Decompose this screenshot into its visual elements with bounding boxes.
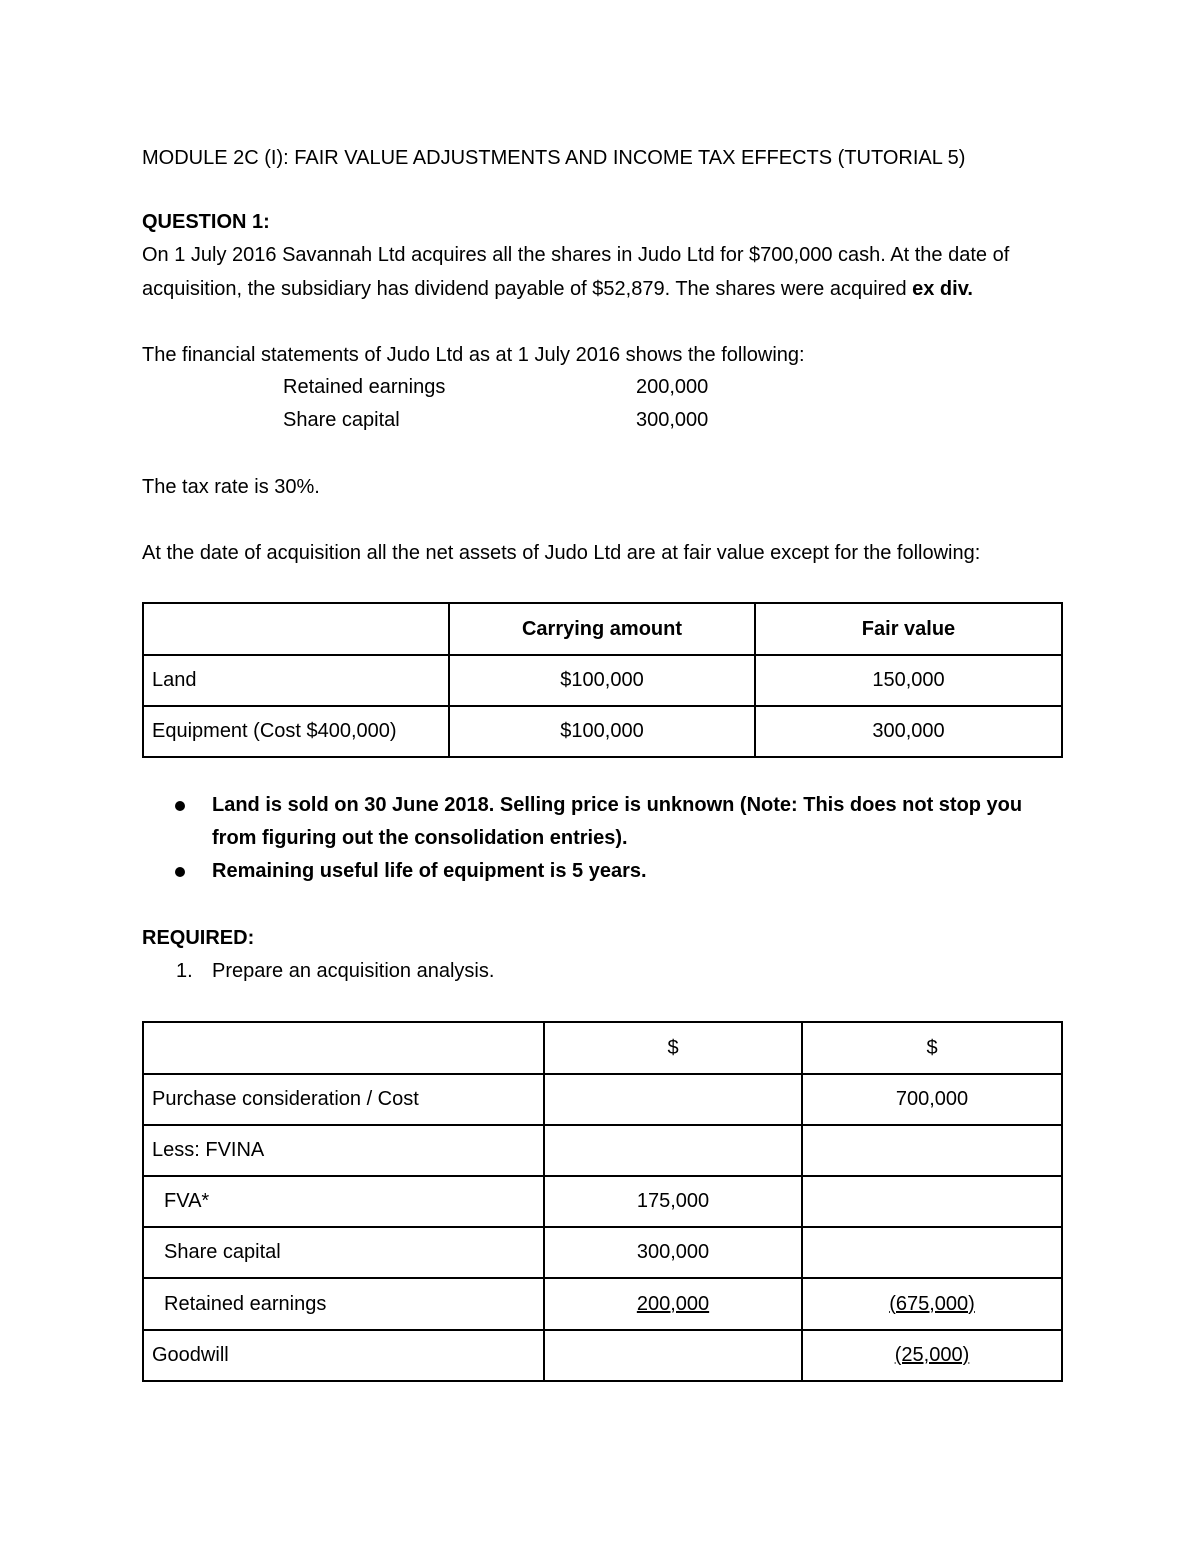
- question-heading: QUESTION 1:: [142, 211, 270, 233]
- table-row: [143, 706, 1062, 757]
- bullet-icon: [175, 867, 185, 877]
- table-header-cell: [143, 603, 449, 655]
- table-cell: FVA*: [143, 1176, 544, 1227]
- table-row: [143, 1330, 1062, 1381]
- required-heading: REQUIRED:: [142, 927, 255, 949]
- table-cell: 300,000: [544, 1227, 802, 1278]
- table-cell: [802, 1125, 1062, 1176]
- table-cell: [544, 1074, 802, 1125]
- table-header-cell: $: [802, 1022, 1062, 1074]
- table-cell: 700,000: [802, 1074, 1062, 1125]
- table-cell: 150,000: [755, 655, 1062, 706]
- table-cell: Goodwill: [143, 1330, 544, 1381]
- table-cell: [544, 1125, 802, 1176]
- table-cell: $100,000: [449, 655, 755, 706]
- table-row: [143, 1176, 1062, 1227]
- table-cell: Retained earnings: [143, 1278, 544, 1330]
- bullet-icon: [175, 801, 185, 811]
- ex-div-text: ex div.: [912, 278, 973, 300]
- table-header-row: [143, 603, 1062, 655]
- fs-row-value: 200,000: [636, 376, 709, 398]
- table-row: [143, 1125, 1062, 1176]
- document-title: MODULE 2C (I): FAIR VALUE ADJUSTMENTS AND INCOME TAX EFFECTS (TUTORIAL 5): [142, 147, 966, 169]
- table-cell: 300,000: [755, 706, 1062, 757]
- table-cell: Less: FVINA: [143, 1125, 544, 1176]
- table-cell: Purchase consideration / Cost: [143, 1074, 544, 1125]
- table-cell: [802, 1330, 1062, 1381]
- table-cell: [544, 1278, 802, 1330]
- tax-rate-text: The tax rate is 30%.: [142, 476, 320, 498]
- table-cell: Equipment (Cost $400,000): [143, 706, 449, 757]
- table-row: [143, 655, 1062, 706]
- list-item: [142, 855, 1042, 888]
- table-row: [143, 1278, 1062, 1330]
- underlined-value: (675,000): [889, 1292, 975, 1315]
- table-cell: Land: [143, 655, 449, 706]
- underlined-value: 200,000: [636, 1292, 710, 1315]
- intro-line-2: [142, 273, 973, 305]
- underlined-value: (25,000): [894, 1344, 970, 1366]
- table-cell: [544, 1330, 802, 1381]
- required-item-text: Prepare an acquisition analysis.: [212, 960, 495, 982]
- table-cell: [802, 1176, 1062, 1227]
- acquisition-analysis-table: [142, 1021, 1063, 1382]
- fs-row-label: Retained earnings: [283, 376, 446, 398]
- table-cell: Share capital: [143, 1227, 544, 1278]
- fs-row-label: Share capital: [283, 409, 400, 431]
- table-header-cell: Carrying amount: [449, 603, 755, 655]
- table-cell: 175,000: [544, 1176, 802, 1227]
- financial-statements-intro: The financial statements of Judo Ltd as at 1 July 2016 shows the following:: [142, 344, 805, 366]
- fair-value-table: [142, 602, 1063, 758]
- table-row: [143, 1227, 1062, 1278]
- intro-line-2-text: acquisition, the subsidiary has dividend payable of $52,879. The shares were acquired: [142, 278, 913, 300]
- fair-value-intro: At the date of acquisition all the net assets of Judo Ltd are at fair value except for the following:: [142, 542, 981, 564]
- table-row: [143, 1074, 1062, 1125]
- table-header-row: [143, 1022, 1062, 1074]
- bullet-list: [142, 789, 1042, 888]
- fs-row-value: 300,000: [636, 409, 709, 431]
- table-header-cell: [143, 1022, 544, 1074]
- table-cell: [802, 1227, 1062, 1278]
- table-header-cell: $: [544, 1022, 802, 1074]
- list-item: [142, 789, 1042, 855]
- list-item-text: Land is sold on 30 June 2018. Selling price is unknown (Note: This does not stop you from figuring out the consolidation entries).: [212, 794, 1023, 849]
- list-item-text: Remaining useful life of equipment is 5 years.: [212, 860, 647, 882]
- table-cell: $100,000: [449, 706, 755, 757]
- table-cell: [802, 1278, 1062, 1330]
- intro-line-1: On 1 July 2016 Savannah Ltd acquires all the shares in Judo Ltd for $700,000 cash. At the date of: [142, 244, 1010, 266]
- table-header-cell: Fair value: [755, 603, 1062, 655]
- required-item-number: 1.: [176, 960, 193, 982]
